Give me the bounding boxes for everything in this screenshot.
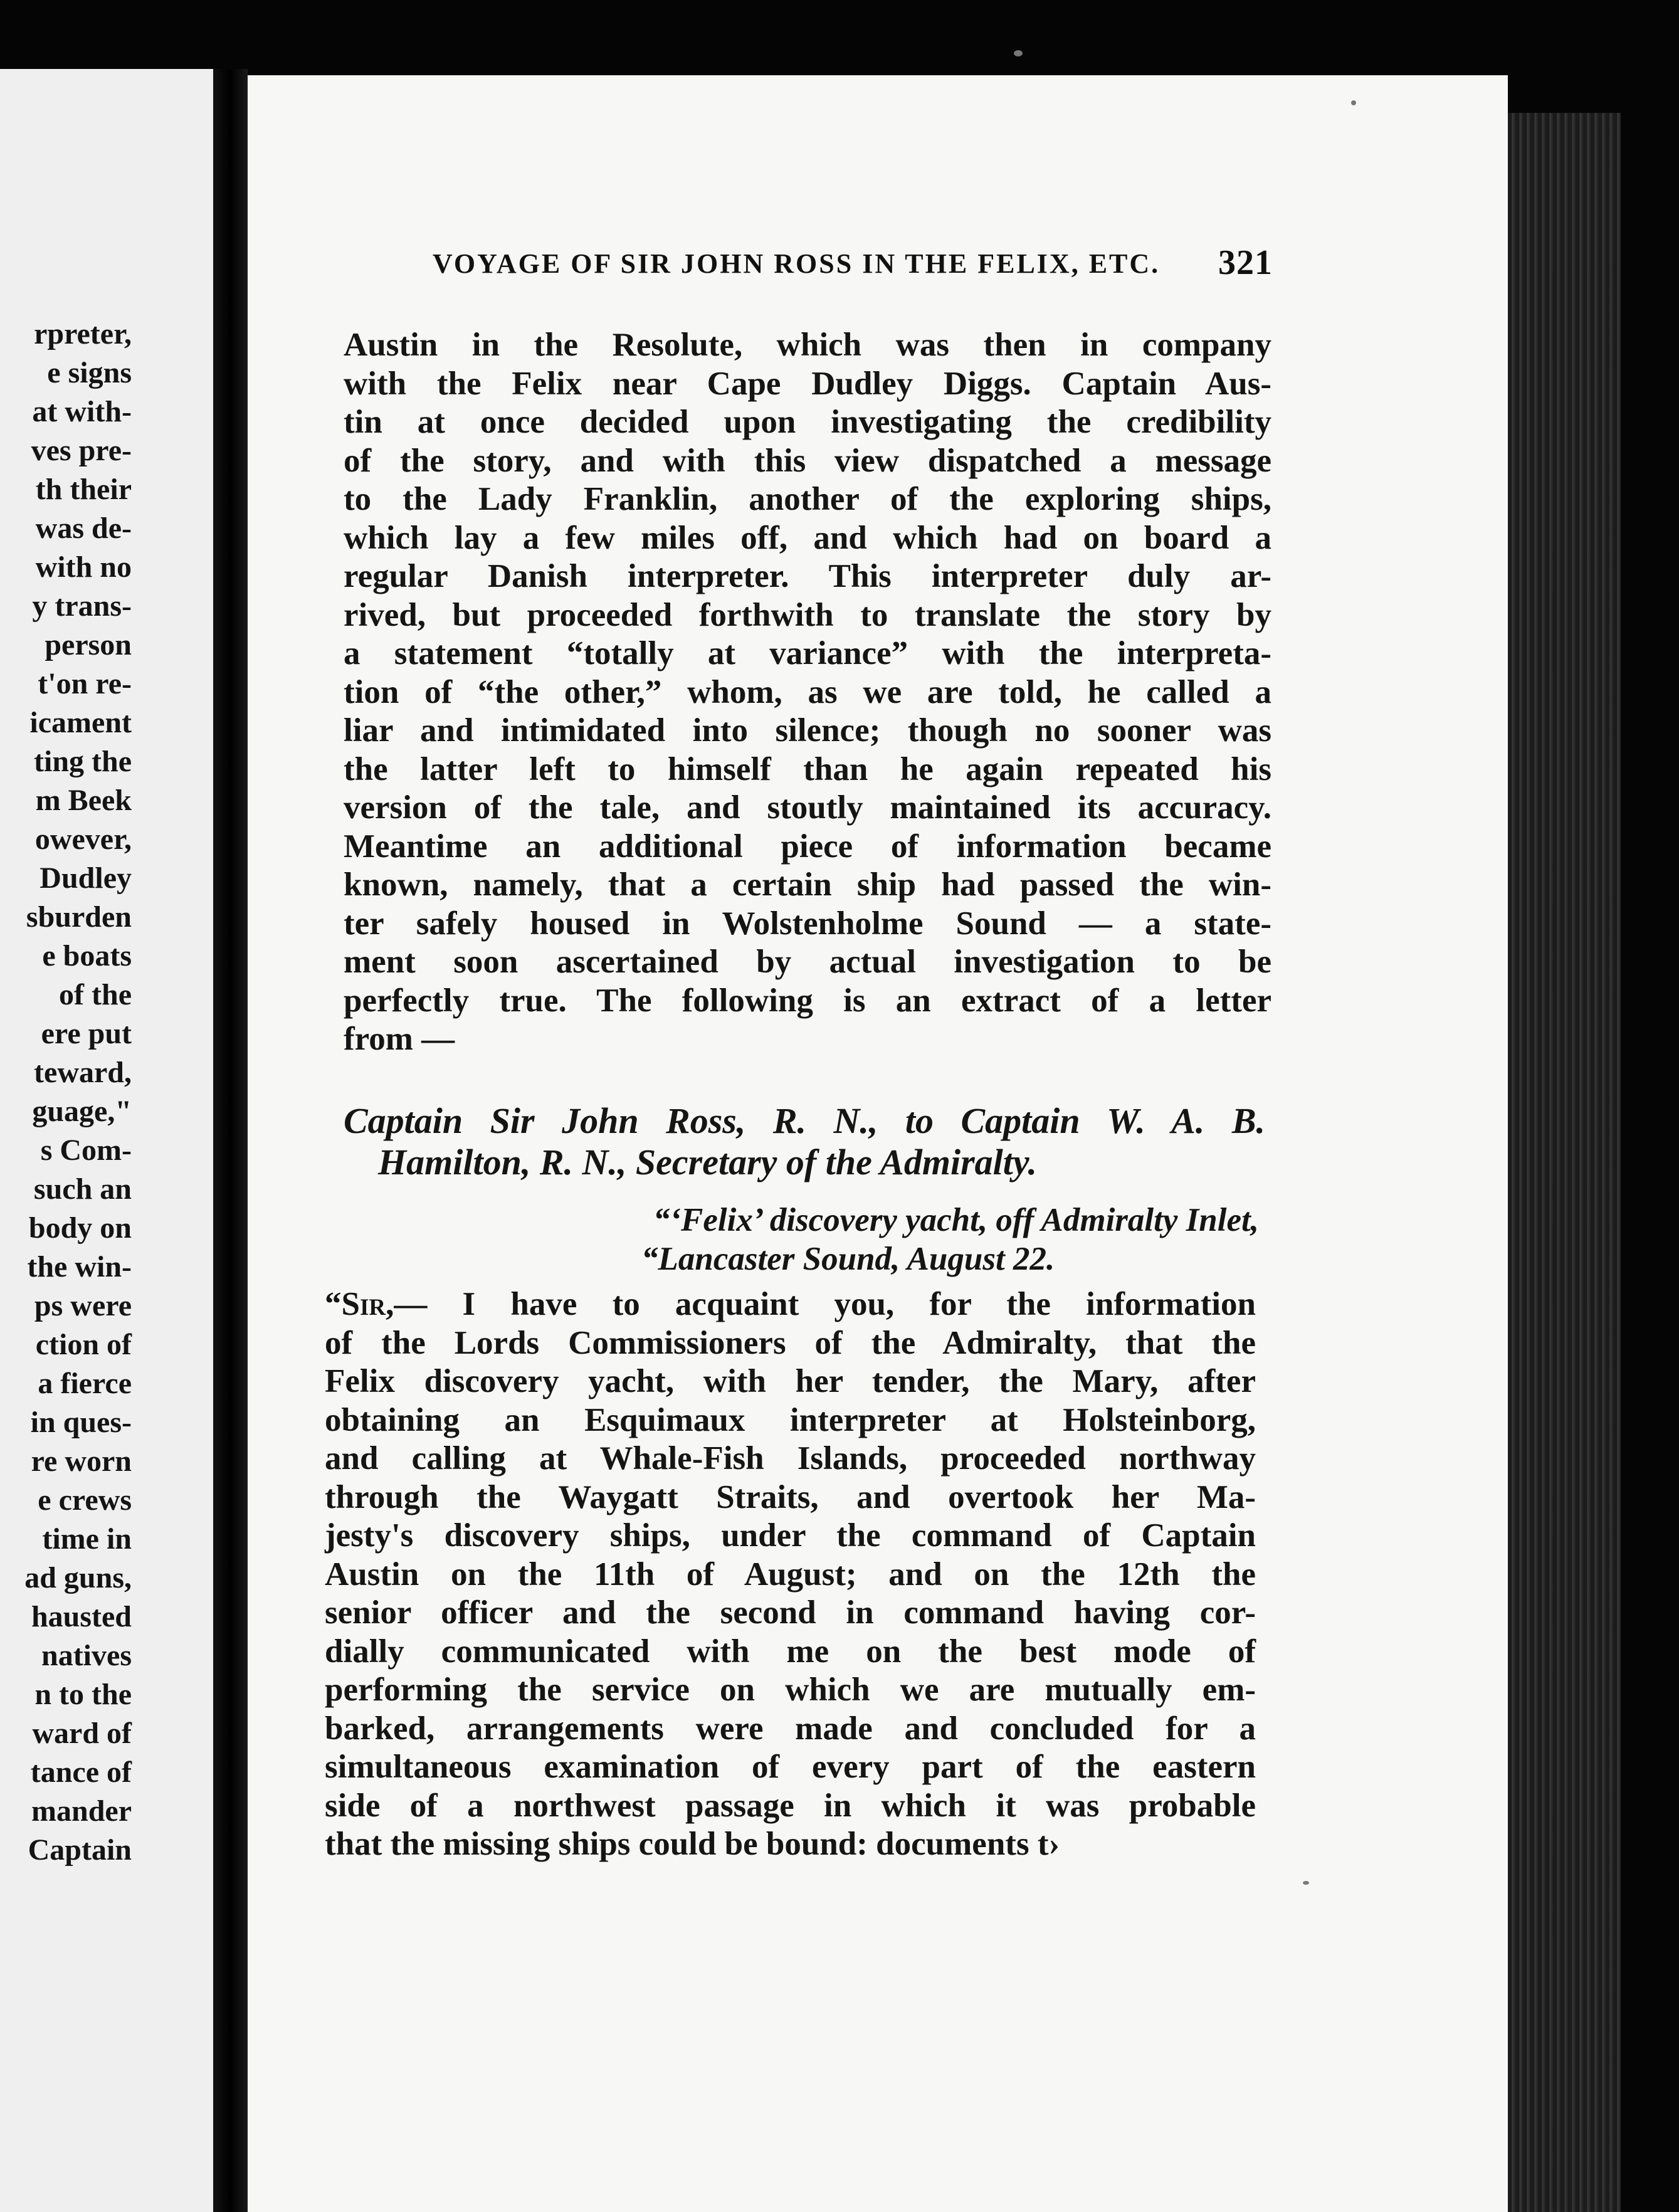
text-line: rived, but proceeded forthwith to translate the story by: [344, 596, 1271, 633]
text-line: hausted: [31, 1600, 132, 1633]
text-line: Dudley: [39, 861, 132, 895]
text-line: ps were: [34, 1289, 132, 1322]
text-line: Felix discovery yacht, with her tender, the Mary, after: [325, 1363, 1256, 1399]
text-line: ting the: [34, 745, 132, 778]
page-gutter: [213, 69, 248, 2212]
text-line: in ques-: [30, 1406, 132, 1439]
text-line: version of the tale, and stoutly maintained its accuracy.: [344, 789, 1271, 826]
text-segment: — I have to acquaint you, for the information: [394, 1286, 1256, 1322]
text-line: side of a northwest passage in which it was probable: [325, 1787, 1256, 1824]
text-line: of the Lords Commissioners of the Admiralty, that the: [325, 1324, 1256, 1361]
text-line: tin at once decided upon investigating the credibility: [344, 404, 1271, 440]
text-line: ment soon ascertained by actual investigation to be: [344, 944, 1271, 980]
running-title: VOYAGE OF SIR JOHN ROSS IN THE FELIX, ETC.: [433, 248, 1161, 279]
text-line: icament: [29, 706, 132, 739]
letter-dateline: [344, 1201, 1259, 1278]
letter-heading-line-2: Hamilton, R. N., Secretary of the Admiralty.: [378, 1142, 1037, 1182]
text-line: owever,: [34, 823, 132, 856]
text-line: ere put: [41, 1017, 132, 1050]
text-line: ad guns,: [24, 1561, 132, 1594]
letter-heading-line-1: Captain Sir John Ross, R. N., to Captain W. A. B.: [344, 1100, 1265, 1141]
letter-heading: [344, 1100, 1265, 1183]
text-line: of the: [59, 978, 132, 1011]
text-line: guage,": [32, 1095, 132, 1128]
facing-page: [0, 69, 213, 2212]
text-line: such an: [33, 1172, 132, 1206]
text-line: Captain: [28, 1833, 132, 1867]
text-line: sburden: [26, 900, 132, 934]
text-line: with the Felix near Cape Dudley Diggs. Captain Aus-: [344, 365, 1271, 402]
paragraph-2: [325, 1285, 1256, 1864]
text-line: m Beek: [35, 784, 132, 817]
text-line: ction of: [35, 1328, 132, 1361]
text-line: ves pre-: [31, 434, 132, 467]
text-line: n to the: [34, 1678, 132, 1711]
text-line: the win-: [27, 1250, 132, 1283]
text-line: which lay a few miles off, and which had on board a: [344, 519, 1271, 556]
text-line: jesty's discovery ships, under the command of Captain: [325, 1517, 1256, 1554]
text-line: a fierce: [38, 1367, 132, 1400]
text-line: re worn: [31, 1445, 132, 1478]
text-line: performing the service on which we are mutually em-: [325, 1672, 1256, 1708]
text-line: teward,: [34, 1056, 132, 1089]
text-line: with no: [35, 550, 132, 584]
text-line: through the Waygatt Straits, and overtook her Ma-: [325, 1478, 1256, 1515]
text-line: mander: [31, 1794, 132, 1828]
text-line: ter safely housed in Wolstenholme Sound — a state-: [344, 905, 1271, 942]
text-line: y trans-: [32, 589, 132, 623]
dateline-line-1: “‘Felix’ discovery yacht, off Admiralty Inlet,: [653, 1202, 1259, 1238]
text-line: a statement “totally at variance” with the interpreta-: [344, 635, 1271, 672]
text-line: time in: [42, 1522, 132, 1556]
text-line: was de-: [35, 512, 132, 545]
paragraph-1: [344, 326, 1271, 1059]
text-line: at with-: [32, 395, 132, 428]
page-edges: [1508, 113, 1621, 2212]
text-line: e boats: [42, 939, 132, 972]
text-line: simultaneous examination of every part of the eastern: [325, 1749, 1256, 1785]
text-line: senior officer and the second in command having cor-: [325, 1594, 1256, 1631]
text-line: regular Danish interpreter. This interpreter duly ar-: [344, 558, 1271, 594]
text-line: e crews: [38, 1483, 132, 1517]
text-line: that the missing ships could be bound: documents t›: [325, 1826, 1060, 1862]
text-line: ward of: [32, 1717, 132, 1750]
text-line: barked, arrangements were made and concluded for a: [325, 1710, 1256, 1747]
scan-speck: [1351, 100, 1356, 105]
text-line: of the story, and with this view dispatched a message: [344, 442, 1271, 479]
scan-speck: [1303, 1881, 1309, 1885]
text-line: perfectly true. The following is an extract of a letter: [344, 982, 1271, 1019]
facing-page-text: [0, 315, 132, 1870]
text-line: and calling at Whale-Fish Islands, proceeded northway: [325, 1440, 1256, 1477]
text-line: tance of: [30, 1756, 132, 1789]
page-number: 321: [1218, 243, 1273, 282]
text-line: person: [45, 628, 132, 661]
text-line: Meantime an additional piece of information became: [344, 828, 1271, 865]
text-line: t'on re-: [38, 667, 132, 700]
text-line: to the Lady Franklin, another of the exploring ships,: [344, 481, 1271, 517]
text-line: Austin on the 11th of August; and on the 12th the: [325, 1556, 1256, 1593]
text-line: Austin in the Resolute, which was then in company: [344, 327, 1271, 363]
text-line: e signs: [47, 356, 132, 389]
text-line: dially communicated with me on the best mode of: [325, 1633, 1256, 1670]
text-line: s Com-: [40, 1134, 132, 1167]
salutation: “Sir,: [325, 1286, 394, 1322]
dateline-line-2: “Lancaster Sound, August 22.: [641, 1241, 1055, 1277]
text-line: obtaining an Esquimaux interpreter at Holsteinborg,: [325, 1401, 1256, 1438]
text-line: liar and intimidated into silence; though no sooner was: [344, 712, 1271, 749]
text-line: rpreter,: [34, 317, 132, 350]
text-line: th their: [35, 473, 132, 506]
text-line: natives: [41, 1639, 132, 1672]
text-line: body on: [28, 1211, 132, 1245]
text-line: the latter left to himself than he again repeated his: [344, 750, 1271, 787]
text-line: known, namely, that a certain ship had passed the win-: [344, 866, 1271, 903]
scan-speck: [1014, 50, 1023, 56]
text-line: [325, 1285, 1256, 1324]
text-line: tion of “the other,” whom, as we are told, he called a: [344, 673, 1271, 710]
text-line: from —: [344, 1021, 455, 1057]
running-header: [433, 243, 1273, 282]
